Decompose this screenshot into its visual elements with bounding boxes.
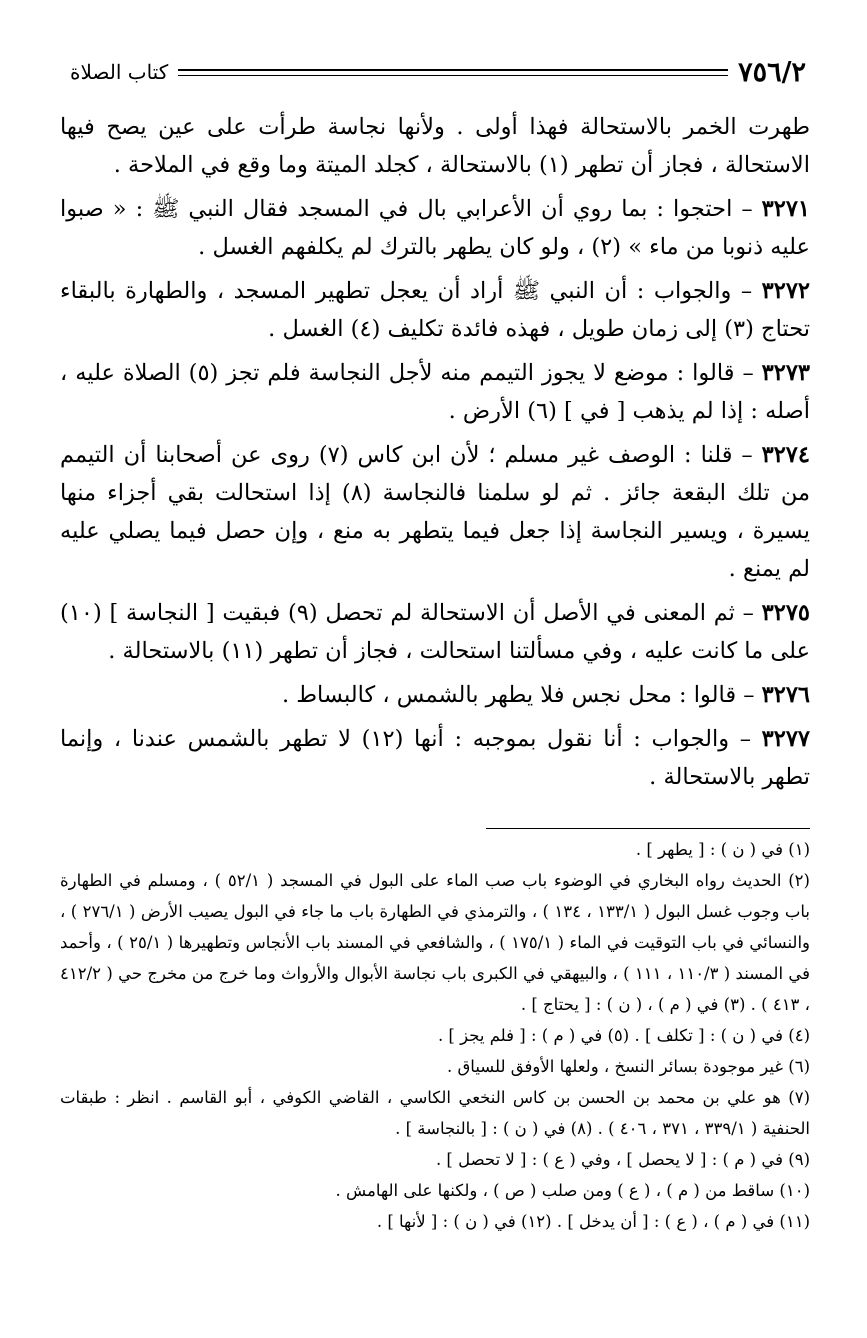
paragraph-number: ٣٢٧٤: [761, 442, 810, 468]
footnote-divider: [486, 828, 810, 829]
page-header: [70, 52, 806, 92]
paragraph-number: ٣٢٧٥: [761, 600, 810, 626]
footnote: (٩) في ( م ) : [ لا يحصل ] ، وفي ( ع ) : [ لا تحصل ] .: [435, 1150, 810, 1169]
page-number: ٧٥٦/٢: [738, 56, 806, 88]
paragraph-number: ٣٢٧٢: [761, 278, 810, 304]
paragraph: [60, 720, 810, 796]
paragraph-text: – ثم المعنى في الأصل أن الاستحالة لم تحصل (٩) فبقيت [ النجاسة ] (١٠) على ما كانت عليه ، وفي مسألتنا استحالت ، فجاز أن تطهر (١١) بالاستحالة .: [60, 600, 810, 664]
footnote: (٢) الحديث رواه البخاري في الوضوء باب صب الماء على البول في المسجد ( ٥٢/١ ) ، ومسلم في الطهارة باب وجوب غسل البول ( ١٣٣/١ ، ١٣٤ ) ، والترمذي في الطهارة باب ما جاء في البول يصيب الأرض ( ٢٧٦/١ ) ، والنسائي في باب التوقيت في الماء ( ١٧٥/١ ) ، والشافعي في المسند باب الأنجاس وتطهيرها ( ٢٥/١ ) ، وأحمد في المسند ( ١١٠/٣ ، ١١١ ) ، والبيهقي في الكبرى باب نجاسة الأبوال والأرواث وما خرج من مخرج حي ( ٤١٢/٢ ، ٤١٣ ) . (٣) في ( م ) ، ( ن ) : [ يحتاج ] .: [60, 871, 810, 1014]
paragraph: [60, 594, 810, 670]
paragraph: [60, 354, 810, 430]
main-text: [60, 108, 810, 802]
paragraph: [60, 436, 810, 588]
paragraph-text: – احتجوا : بما روي أن الأعرابي بال في المسجد فقال النبي ﷺ : « صبوا عليه ذنوبا من ماء » (٢) ، ولو كان يطهر بالترك لم يكلفهم الغسل .: [60, 196, 810, 260]
paragraph-text: – قالوا : محل نجس فلا يطهر بالشمس ، كالبساط .: [281, 682, 762, 708]
footnote: (١١) في ( م ) ، ( ع ) : [ أن يدخل ] . (١٢) في ( ن ) : [ لأنها ] .: [376, 1212, 810, 1231]
paragraph: [60, 272, 810, 348]
footnote: (٤) في ( ن ) : [ تكلف ] . (٥) في ( م ) : [ فلم يجز ] .: [437, 1026, 810, 1045]
book-title: كتاب الصلاة: [70, 60, 169, 84]
footnote: (٧) هو علي بن محمد بن الحسن بن كاس النخعي الكاسي ، القاضي الكوفي ، أبو القاسم . انظر : طبقات الحنفية ( ٣٣٩/١ ، ٣٧١ ، ٤٠٦ ) . (٨) في ( ن ) : [ بالنجاسة ] .: [60, 1088, 810, 1138]
footnote: (٦) غير موجودة بسائر النسخ ، ولعلها الأوفق للسياق .: [447, 1057, 810, 1076]
paragraph-text: – قلنا : الوصف غير مسلم ؛ لأن ابن كاس (٧) روى عن أصحابنا أن التيمم من تلك البقعة جائز . ثم لو سلمنا فالنجاسة (٨) إذا استحالت بقي أجزاء منها يسيرة ، ويسير النجاسة إذا جعل فيما يتطهر به منع ، وإن حصل فيما يصلي عليه لم يمنع .: [60, 442, 810, 582]
paragraph-text: – قالوا : موضع لا يجوز التيمم منه لأجل النجاسة فلم تجز (٥) الصلاة عليه ، أصله : إذا لم يذهب [ في ] (٦) الأرض .: [60, 360, 810, 424]
paragraph: [60, 190, 810, 266]
footnote: (١) في ( ن ) : [ يطهر ] .: [635, 840, 810, 859]
paragraph-number: ٣٢٧٧: [761, 726, 810, 752]
paragraph-text: – والجواب : أنا نقول بموجبه : أنها (١٢) لا تطهر بالشمس عندنا ، وإنما تطهر بالاستحالة .: [60, 726, 810, 790]
paragraph: [60, 676, 810, 714]
paragraph-text: – والجواب : أن النبي ﷺ أراد أن يعجل تطهير المسجد ، والطهارة بالبقاء تحتاج (٣) إلى زمان طويل ، فهذه فائدة تكليف (٤) الغسل .: [60, 278, 810, 342]
footnote: (١٠) ساقط من ( م ) ، ( ع ) ومن صلب ( ص ) ، ولكنها على الهامش .: [335, 1181, 810, 1200]
paragraph-number: ٣٢٧٦: [761, 682, 810, 708]
paragraph-number: ٣٢٧١: [761, 196, 810, 222]
paragraph-number: ٣٢٧٣: [761, 360, 810, 386]
paragraph: طهرت الخمر بالاستحالة فهذا أولى . ولأنها نجاسة طرأت على عين يصح فيها الاستحالة ، فجاز أن تطهر (١) بالاستحالة ، كجلد الميتة وما وقع في الملاحة .: [60, 114, 810, 178]
footnotes: [60, 834, 810, 1237]
header-rule: [178, 69, 728, 76]
